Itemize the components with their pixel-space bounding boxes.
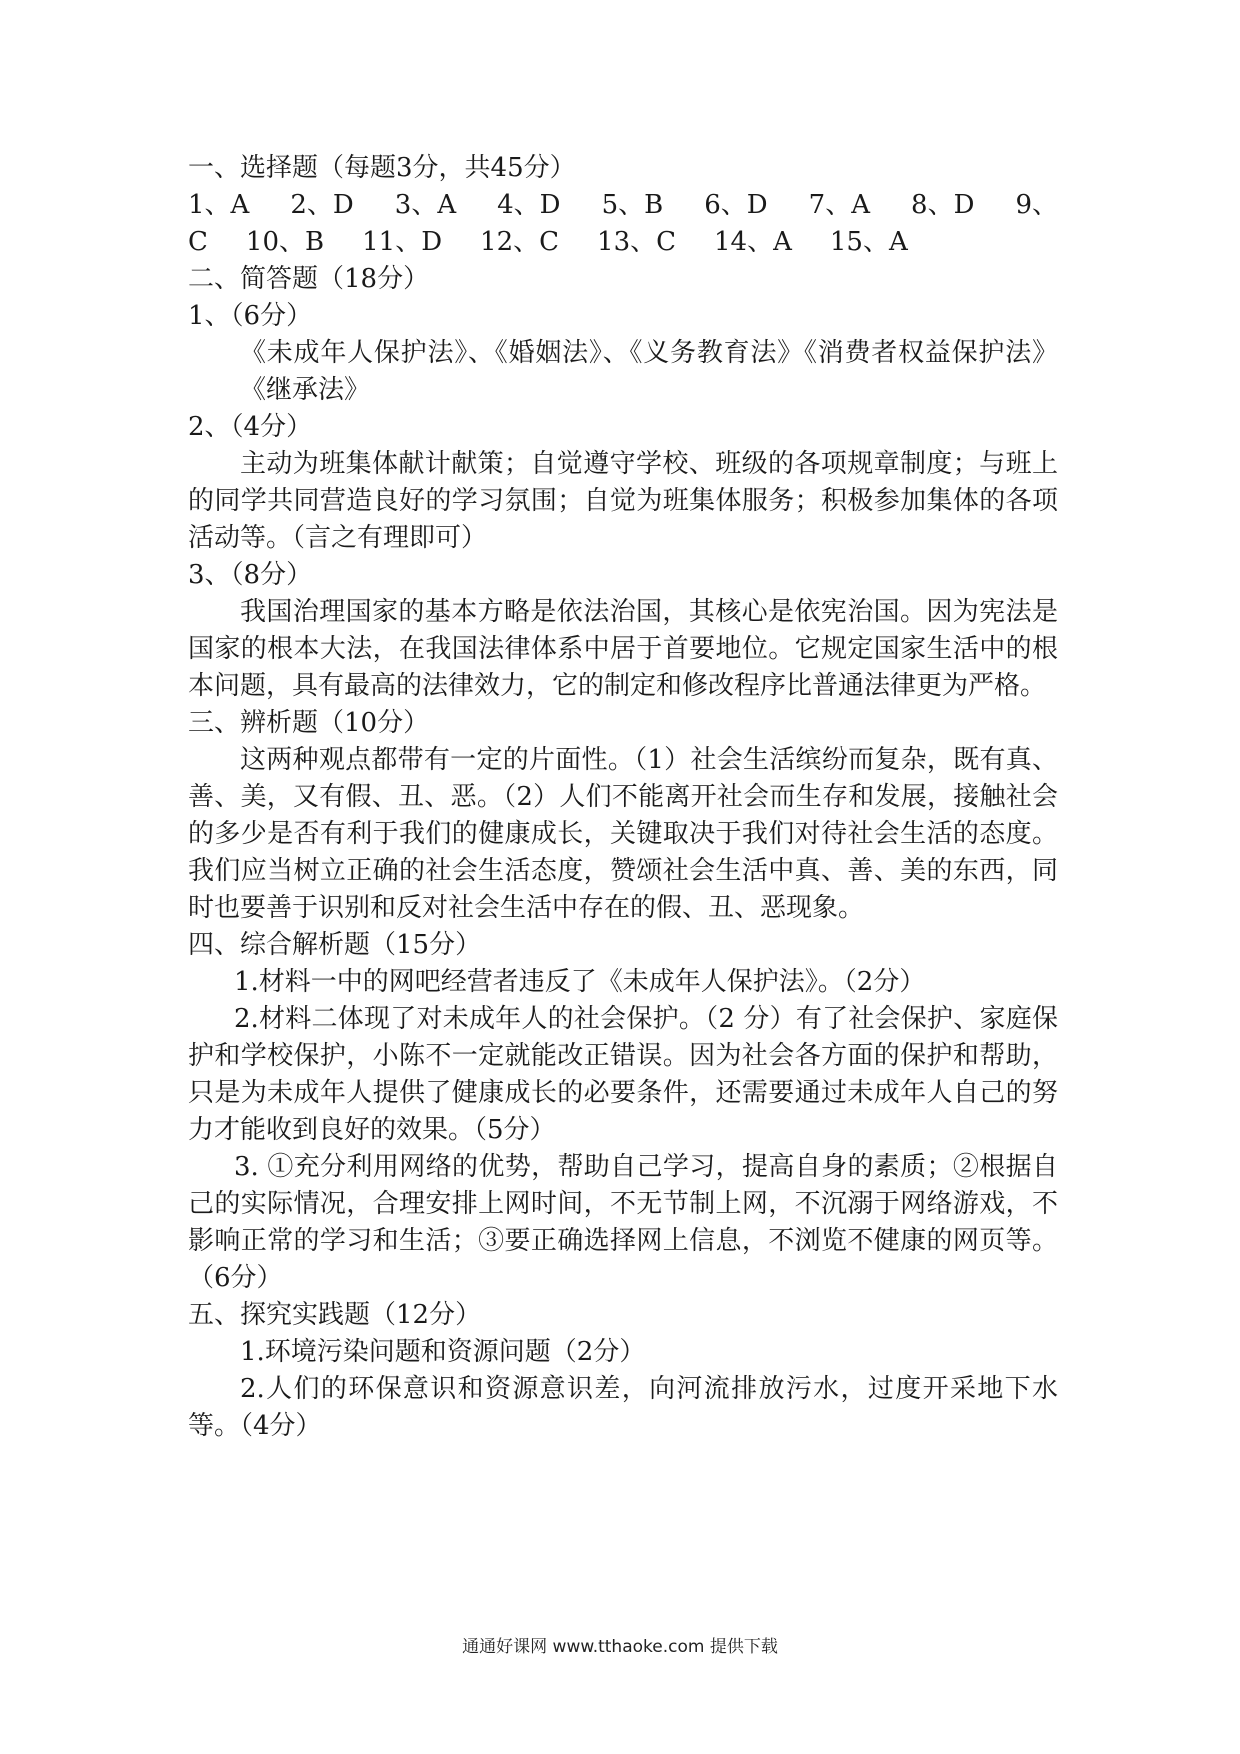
answer-item: 8、D (911, 190, 975, 220)
answer-item: 7、A (808, 190, 870, 220)
answer-item: 13、C (597, 227, 677, 257)
answer-item: 10、B (245, 227, 325, 257)
question-label: 3、（8分） (188, 560, 313, 590)
answer-item: 1、A (188, 190, 250, 220)
document-body (188, 150, 1058, 1445)
answer-row-1 (188, 187, 1058, 224)
answer-paragraph: 1.材料一中的网吧经营者违反了《未成年人保护法》。（2分） (234, 967, 926, 997)
section2-heading: 二、简答题（18分） (188, 264, 430, 294)
answer-paragraph: 2.材料二体现了对未成年人的社会保护。（2 分）有了社会保护、家庭保护和学校保护，小陈不一定就能改正错误。因为社会各方面的保护和帮助，只是为未成年人提供了健康成长的必要条件，还需要通过未成年人自己的努力才能收到良好的效果。（5分） (188, 1004, 1058, 1145)
section3-heading: 三、辨析题（10分） (188, 708, 430, 738)
section4-heading: 四、综合解析题（15分） (188, 930, 482, 960)
answer-item: 5、B (601, 190, 664, 220)
answer-item: 11、D (362, 227, 443, 257)
answer-item: 15、A (829, 227, 908, 257)
answer-row-2 (188, 224, 1058, 261)
answer-paragraph: 我国治理国家的基本方略是依法治国，其核心是依宪治国。因为宪法是国家的根本大法，在我国法律体系中居于首要地位。它规定国家生活中的根本问题，具有最高的法律效力，它的制定和修改程序比普通法律更为严格。 (188, 597, 1058, 701)
section1-heading: 一、选择题（每题3分，共45分） (188, 153, 576, 183)
answer-paragraph: 2.人们的环保意识和资源意识差，向河流排放污水，过度开采地下水等。（4分） (188, 1374, 1058, 1441)
answer-item: 14、A (714, 227, 792, 257)
answer-paragraph: 1.环境污染问题和资源问题（2分） (240, 1337, 646, 1367)
answer-item: 2、D (290, 190, 354, 220)
answer-paragraph: 《未成年人保护法》、《婚姻法》、《义务教育法》《消费者权益保护法》《继承法》 (240, 338, 1058, 405)
answer-item: 12、C (480, 227, 560, 257)
answer-item: 9、 (1015, 190, 1058, 220)
question-label: 1、（6分） (188, 301, 313, 331)
answer-paragraph: 主动为班集体献计献策；自觉遵守学校、班级的各项规章制度；与班上的同学共同营造良好的学习氛围；自觉为班集体服务；积极参加集体的各项活动等。（言之有理即可） (188, 449, 1058, 553)
answer-item: 6、D (704, 190, 768, 220)
answer-paragraph: 3. ①充分利用网络的优势，帮助自己学习，提高自身的素质；②根据自己的实际情况，合理安排上网时间，不无节制上网，不沉溺于网络游戏，不影响正常的学习和生活；③要正确选择网上信息，不浏览不健康的网页等。（6分） (188, 1152, 1058, 1293)
question-label: 2、（4分） (188, 412, 313, 442)
section5-heading: 五、探究实践题（12分） (188, 1300, 482, 1330)
answer-paragraph: 这两种观点都带有一定的片面性。（1）社会生活缤纷而复杂，既有真、善、美，又有假、丑、恶。（2）人们不能离开社会而生存和发展，接触社会的多少是否有利于我们的健康成长，关键取决于我们对待社会生活的态度。我们应当树立正确的社会生活态度，赞颂社会生活中真、善、美的东西，同时也要善于识别和反对社会生活中存在的假、丑、恶现象。 (188, 745, 1058, 923)
page-footer: 通通好课网 www.tthaoke.com 提供下载 (462, 1637, 778, 1657)
answer-item: C (188, 227, 208, 257)
answer-item: 4、D (497, 190, 561, 220)
answer-item: 3、A (394, 190, 457, 220)
